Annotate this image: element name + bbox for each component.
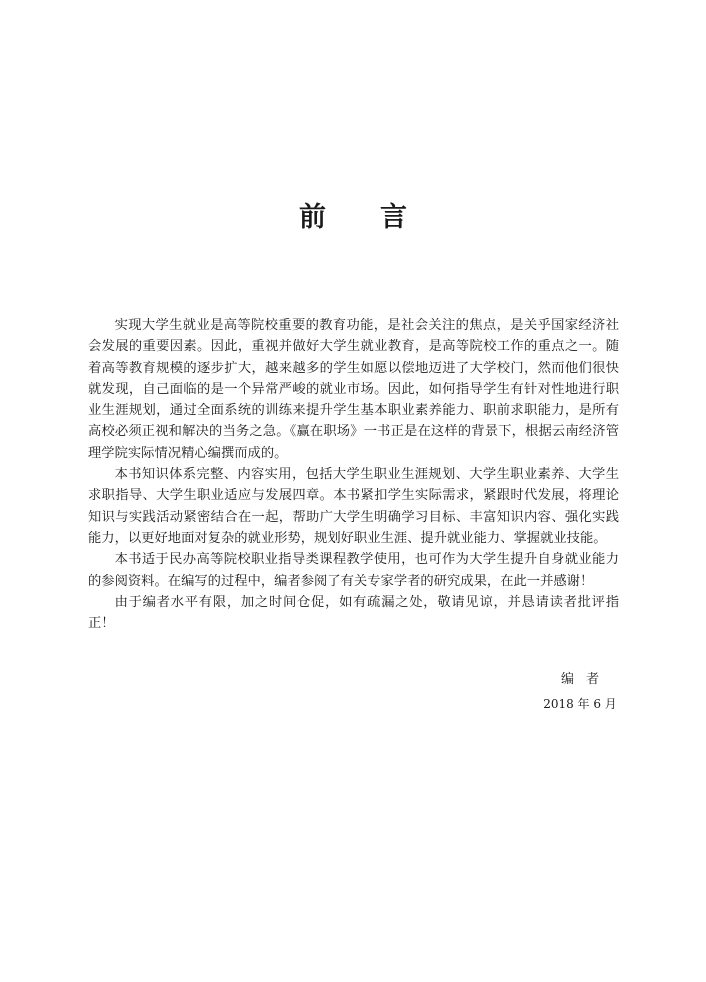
paragraph-4: 由于编者水平有限，加之时间仓促，如有疏漏之处，敬请见谅，并恳请读者批评指正！ <box>88 594 619 632</box>
page-title: 前言 <box>299 202 461 233</box>
paragraph-3: 本书适于民办高等院校职业指导类课程教学使用，也可作为大学生提升自身就业能力的参阅资料。在编写的过程中，编者参阅了有关专家学者的研究成果，在此一并感谢！ <box>88 552 619 589</box>
signature-date: 2018 年 6 月 <box>543 697 617 711</box>
author-signature: 编者 <box>560 672 611 687</box>
signature-block <box>520 669 640 715</box>
paragraph-1: 实现大学生就业是高等院校重要的教育功能，是社会关注的焦点，是关乎国家经济社会发展的重要因素。因此，重视并做好大学生就业教育，是高等院校工作的重点之一。随着高等教育规模的逐步扩大，越来越多的学生如愿以偿地迈进了大学校门，然而他们很快就发现，自己面临的是一个异常严峻的就业市场。因此，如何指导学生有针对性地进行职业生涯规划，通过全面系统的训练来提升学生基本职业素养能力、职前求职能力，是所有高校必须正视和解决的当务之急。《赢在职场》一书正是在这样的背景下，根据云南经济管理学院实际情况精心编撰而成的。 <box>88 318 619 461</box>
preface-body <box>88 315 619 634</box>
paragraph-2: 本书知识体系完整、内容实用，包括大学生职业生涯规划、大学生职业素养、大学生求职指导、大学生职业适应与发展四章。本书紧扣学生实际需求，紧跟时代发展，将理论知识与实践活动紧密结合在一起，帮助广大学生明确学习目标、丰富知识内容、强化实践能力，以更好地面对复杂的就业形势，规划好职业生涯、提升就业能力、掌握就业技能。 <box>88 467 619 546</box>
